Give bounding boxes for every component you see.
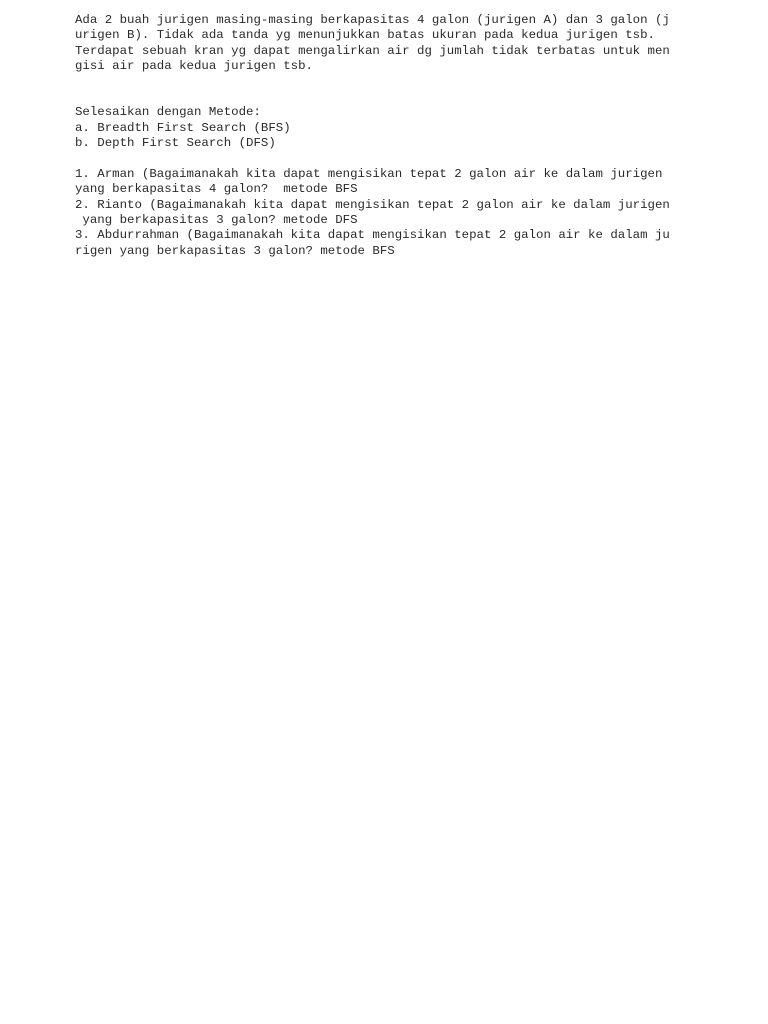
tasks-list <box>75 167 695 259</box>
methods-heading: Selesaikan dengan Metode: <box>75 105 261 120</box>
task-line: 1. Arman (Bagaimanakah kita dapat mengisikan tepat 2 galon air ke dalam jurigen <box>75 166 663 181</box>
task-line: 2. Rianto (Bagaimanakah kita dapat mengisikan tepat 2 galon air ke dalam jurigen <box>75 197 670 212</box>
method-item-dfs: b. Depth First Search (DFS) <box>75 136 276 151</box>
spacer <box>75 75 695 106</box>
document-text <box>75 13 695 259</box>
spacer <box>75 152 695 167</box>
method-item-bfs: a. Breadth First Search (BFS) <box>75 120 291 135</box>
intro-line: gisi air pada kedua jurigen tsb. <box>75 59 313 74</box>
task-line: rigen yang berkapasitas 3 galon? metode BFS <box>75 243 395 258</box>
task-line: yang berkapasitas 3 galon? metode DFS <box>75 213 358 228</box>
methods-section <box>75 105 695 151</box>
intro-line: urigen B). Tidak ada tanda yg menunjukkan batas ukuran pada kedua jurigen tsb. <box>75 28 655 43</box>
intro-line: Terdapat sebuah kran yg dapat mengalirkan air dg jumlah tidak terbatas untuk men <box>75 43 670 58</box>
task-line: yang berkapasitas 4 galon? metode BFS <box>75 182 358 197</box>
task-line: 3. Abdurrahman (Bagaimanakah kita dapat mengisikan tepat 2 galon air ke dalam ju <box>75 228 670 243</box>
intro-line: Ada 2 buah jurigen masing-masing berkapasitas 4 galon (jurigen A) dan 3 galon (j <box>75 13 670 27</box>
intro-paragraph <box>75 13 695 75</box>
